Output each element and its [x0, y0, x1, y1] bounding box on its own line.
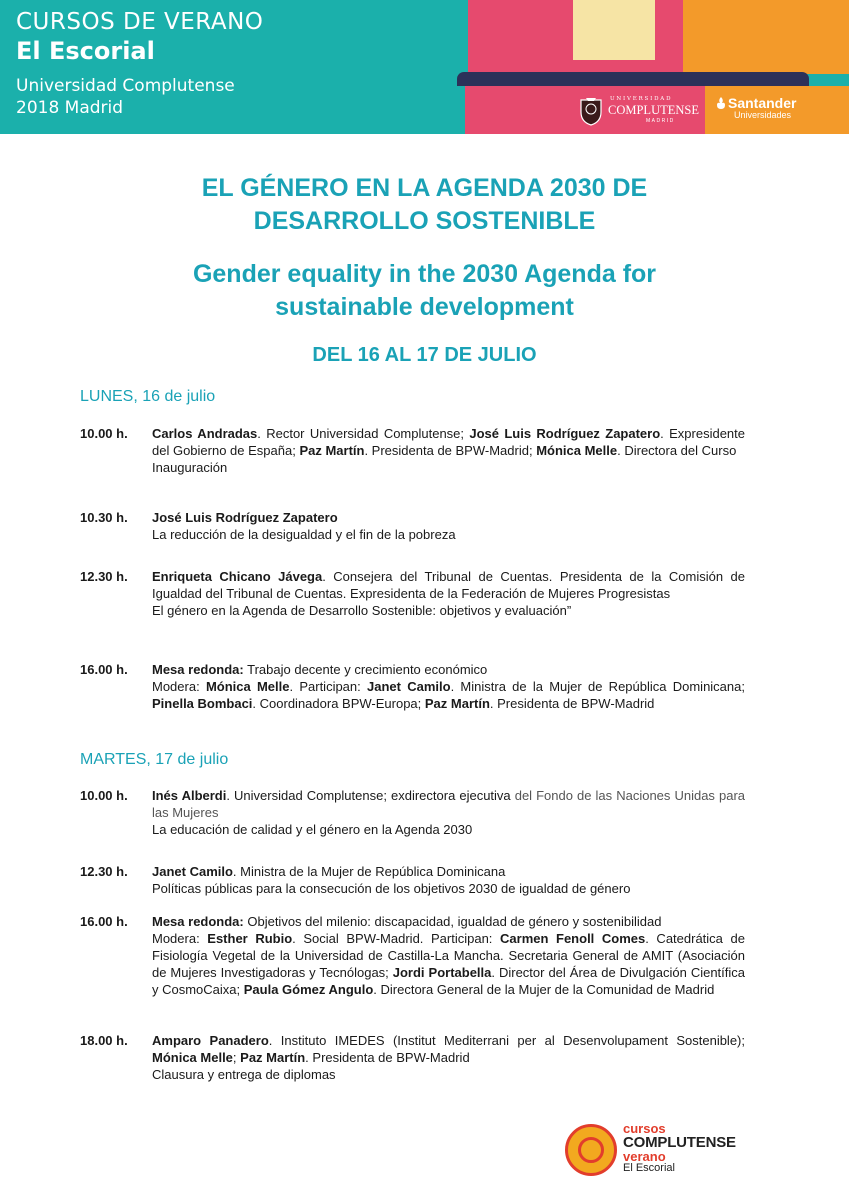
- entry-time: 12.30 h.: [80, 569, 128, 584]
- program-entry: [80, 1032, 745, 1083]
- footer-logo-emblem-icon: [565, 1124, 617, 1176]
- banner-text: [16, 8, 263, 119]
- speaker-name: Mónica Melle: [152, 1050, 233, 1065]
- speaker-name: Carlos Andradas: [152, 426, 258, 441]
- speaker-role: . Ministra de la Mujer de República Dominicana;: [450, 679, 745, 694]
- title-english-line-2: sustainable development: [275, 293, 574, 321]
- title-spanish-line-1: EL GÉNERO EN LA AGENDA 2030 DE: [201, 174, 648, 202]
- entry-participants: [152, 930, 745, 998]
- speaker-name: Mónica Melle: [536, 443, 618, 458]
- entry-topic: La reducción de la desigualdad y el fin de la pobreza: [152, 527, 456, 542]
- session-type: Mesa redonda:: [152, 914, 244, 929]
- speaker-role: . Instituto IMEDES (Institut Mediterrani per al Desenvolupament Sostenible);: [268, 1033, 745, 1048]
- ucm-logo: [578, 94, 704, 130]
- speaker-role: . Participan:: [289, 679, 368, 694]
- speaker-name: José Luis Rodríguez Zapatero: [152, 510, 338, 525]
- santander-logo-name-row: [716, 95, 796, 111]
- program-entry: [80, 863, 745, 897]
- speaker-role: . Ministra de la Mujer de República Dominicana: [232, 864, 506, 879]
- title-english: [0, 258, 849, 324]
- footer-logo-emblem-ring: [578, 1137, 604, 1163]
- speaker-role: . Presidenta de BPW-Madrid;: [364, 443, 537, 458]
- speaker-role: . Rector Universidad Complutense;: [257, 426, 470, 441]
- entry-body: [152, 568, 745, 619]
- speaker-name: Carmen Fenoll Comes: [500, 931, 646, 946]
- speaker-name: José Luis Rodríguez Zapatero: [469, 426, 661, 441]
- decor-cream-block: [573, 0, 655, 60]
- title-spanish: [0, 172, 849, 238]
- header-banner: [0, 0, 849, 134]
- entry-topic: [152, 661, 745, 678]
- speaker-name: Pinella Bombaci: [152, 696, 253, 711]
- speaker-role: . Universidad Complutense; exdirectora ejecutiva: [226, 788, 515, 803]
- entry-participants: [152, 787, 745, 821]
- entry-time: 10.00 h.: [80, 788, 128, 803]
- santander-logo-line-1: Santander: [728, 95, 797, 111]
- santander-logo: [716, 95, 796, 120]
- ucm-logo-line-2: COMPLUTENSE: [608, 103, 699, 117]
- speaker-role: . Directora General de la Mujer de la Comunidad de Madrid: [373, 982, 715, 997]
- entry-body: [152, 425, 745, 476]
- speaker-role: Modera:: [152, 679, 206, 694]
- speaker-name: Amparo Panadero: [152, 1033, 269, 1048]
- entry-topic: Inauguración: [152, 460, 228, 475]
- program-entry: [80, 787, 745, 838]
- program-entry: [80, 509, 745, 543]
- entry-time: 18.00 h.: [80, 1033, 128, 1048]
- entry-time: 16.00 h.: [80, 662, 128, 677]
- decor-orange-block: [683, 0, 849, 74]
- program-entry: [80, 661, 745, 712]
- entry-topic: La educación de calidad y el género en la Agenda 2030: [152, 822, 473, 837]
- banner-line-1: CURSOS DE VERANO: [16, 9, 264, 35]
- entry-participants: [152, 568, 745, 602]
- speaker-name: Jordi Portabella: [392, 965, 492, 980]
- entry-body: [152, 863, 745, 897]
- speaker-role: . Catedrática de Fisiología Vegetal de la Universidad de Castilla-La Mancha. Secretaria General de AMIT (Asociación de Mujeres Investigadoras y Tecnólogas;: [152, 931, 745, 980]
- footer-logo-line-1: cursos: [623, 1121, 666, 1136]
- speaker-role: . Directora del Curso: [617, 443, 737, 458]
- entry-time: 16.00 h.: [80, 914, 128, 929]
- session-type: Mesa redonda:: [152, 662, 244, 677]
- santander-logo-line-2: Universidades: [734, 110, 792, 120]
- speaker-role: . Coordinadora BPW-Europa;: [252, 696, 425, 711]
- speaker-name: Paz Martín: [299, 443, 365, 458]
- entry-time: 10.30 h.: [80, 510, 128, 525]
- day-heading-tuesday: MARTES, 17 de julio: [80, 751, 229, 768]
- title-spanish-line-2: DESARROLLO SOSTENIBLE: [253, 207, 596, 235]
- program-entry: [80, 425, 745, 476]
- speaker-role: . Presidenta de BPW-Madrid: [305, 1050, 470, 1065]
- speaker-name: Janet Camilo: [152, 864, 233, 879]
- banner-line-4: 2018 Madrid: [16, 98, 124, 118]
- session-topic: Objetivos del milenio: discapacidad, igualdad de género y sostenibilidad: [243, 914, 662, 929]
- ucm-logo-line-1: UNIVERSIDAD: [610, 96, 673, 102]
- banner-line-2: El Escorial: [16, 37, 155, 65]
- entry-topic: Políticas públicas para la consecución de los objetivos 2030 de igualdad de género: [152, 881, 631, 896]
- footer-logo-line-2: COMPLUTENSE: [623, 1134, 736, 1151]
- day-heading-monday: LUNES, 16 de julio: [80, 388, 216, 405]
- banner-line-3: Universidad Complutense: [16, 76, 235, 96]
- entry-topic: El género en la Agenda de Desarrollo Sostenible: objetivos y evaluación”: [152, 603, 572, 618]
- entry-participants: [152, 509, 745, 526]
- program-entry: [80, 913, 745, 998]
- entry-time: 12.30 h.: [80, 864, 128, 879]
- speaker-role: . Social BPW-Madrid. Participan:: [292, 931, 501, 946]
- entry-topic: [152, 913, 745, 930]
- entry-participants: [152, 1032, 745, 1066]
- speaker-role-gray: del Fondo de las Naciones Unidas para las Mujeres: [152, 788, 745, 820]
- speaker-role: . Consejera del Tribunal de Cuentas. Presidenta de la Comisión de Igualdad del Tribunal de Cuentas. Expresidenta de la Federación de Mujeres Progresistas: [152, 569, 745, 601]
- ucm-logo-line-3: MADRID: [646, 118, 675, 124]
- session-topic: Trabajo decente y crecimiento económico: [243, 662, 488, 677]
- speaker-name: Esther Rubio: [207, 931, 293, 946]
- footer-logo: [565, 1121, 736, 1186]
- speaker-role: ;: [232, 1050, 241, 1065]
- speaker-name: Paula Gómez Angulo: [243, 982, 374, 997]
- entry-body: [152, 913, 745, 998]
- speaker-role: . Director del Área de Divulgación Científica y CosmoCaixa;: [152, 965, 746, 997]
- entry-body: [152, 509, 745, 543]
- footer-logo-line-3: verano: [623, 1149, 666, 1164]
- program-entry: [80, 568, 745, 619]
- entry-body: [152, 1032, 745, 1083]
- entry-participants: [152, 425, 745, 459]
- decor-navy-bar: [457, 72, 809, 86]
- speaker-name: Enriqueta Chicano Jávega: [152, 569, 323, 584]
- entry-participants: [152, 863, 745, 880]
- entry-time: 10.00 h.: [80, 426, 128, 441]
- speaker-role: . Presidenta de BPW-Madrid: [489, 696, 655, 711]
- entry-body: [152, 787, 745, 838]
- speaker-role: Modera:: [152, 931, 208, 946]
- entry-topic: Clausura y entrega de diplomas: [152, 1067, 336, 1082]
- santander-flame-icon: [716, 97, 726, 109]
- speaker-name: Janet Camilo: [367, 679, 451, 694]
- speaker-name: Inés Alberdi: [152, 788, 227, 803]
- speaker-name: Paz Martín: [424, 696, 490, 711]
- course-dates: DEL 16 AL 17 DE JULIO: [312, 344, 537, 366]
- speaker-name: Paz Martín: [240, 1050, 306, 1065]
- title-english-line-1: Gender equality in the 2030 Agenda for: [192, 260, 657, 288]
- ucm-shield-icon: [578, 96, 604, 126]
- footer-logo-line-4: El Escorial: [623, 1162, 675, 1174]
- entry-participants: [152, 678, 745, 712]
- speaker-name: Mónica Melle: [205, 679, 290, 694]
- speaker-role: . Expresidente del Gobierno de España;: [152, 426, 745, 458]
- footer-logo-text: [623, 1122, 736, 1174]
- entry-body: [152, 661, 745, 712]
